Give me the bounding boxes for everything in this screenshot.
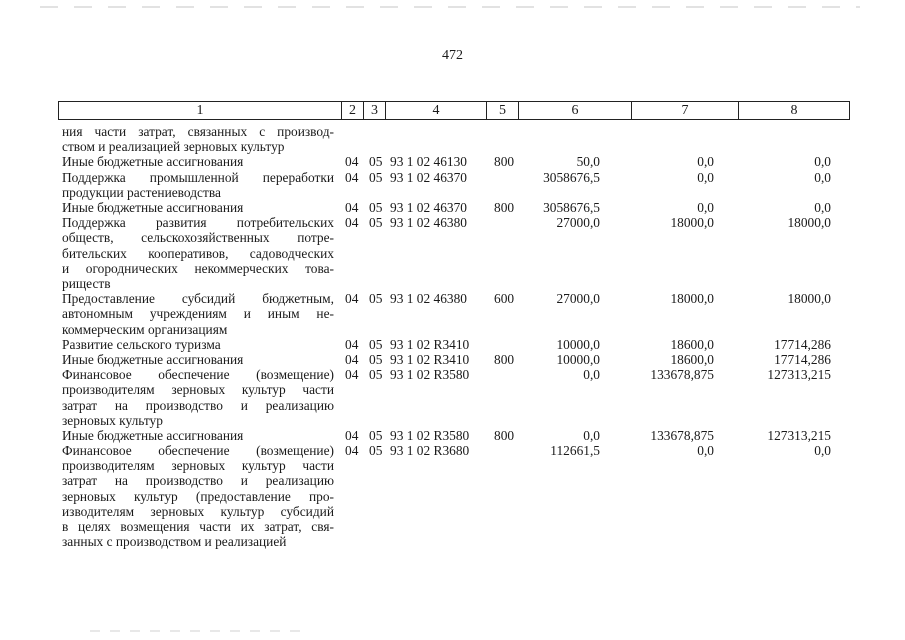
row-name-line: Предоставление субсидий бюджетным,: [62, 291, 334, 307]
cell-podrazdel: 05: [369, 351, 383, 367]
cell-amount-col-8: 17714,286: [774, 351, 831, 367]
table-row: [0, 337, 905, 352]
cell-amount-col-7: 0,0: [697, 169, 714, 185]
cell-target-article: 93 1 02 46380: [390, 215, 467, 231]
header-col-8: 8: [739, 102, 850, 120]
cell-amount-col-8: 127313,215: [767, 367, 831, 383]
cell-amount-col-6: 0,0: [583, 367, 600, 383]
cell-razdel: 04: [345, 215, 359, 231]
row-name-line: и огороднических некоммерческих това-: [62, 260, 334, 276]
cell-razdel: 04: [345, 291, 359, 307]
row-name: [62, 170, 334, 200]
cell-amount-col-8: 0,0: [814, 154, 831, 170]
row-name-line: ния части затрат, связанных с производ-: [62, 124, 334, 139]
row-name: [62, 428, 334, 443]
cell-amount-col-8: 18000,0: [787, 291, 831, 307]
cell-target-article: 93 1 02 46130: [390, 154, 467, 170]
cell-target-article: 93 1 02 R3580: [390, 367, 470, 383]
header-col-6: 6: [519, 102, 632, 120]
row-name-line: производителям зерновых культур части: [62, 458, 334, 474]
cell-amount-col-8: 0,0: [814, 443, 831, 459]
table-row: [0, 352, 905, 367]
row-name-line: изводителям зерновых культур субсидий: [62, 503, 334, 519]
header-col-3: 3: [364, 102, 386, 120]
cell-podrazdel: 05: [369, 291, 383, 307]
row-name-line: Финансовое обеспечение (возмещение): [62, 367, 334, 383]
row-name-line: Иные бюджетные ассигнования: [62, 199, 244, 215]
cell-amount-col-6: 10000,0: [556, 336, 600, 352]
header-col-2: 2: [342, 102, 364, 120]
cell-expense-type: 600: [494, 291, 515, 307]
row-name: [62, 443, 334, 549]
cell-razdel: 04: [345, 351, 359, 367]
cell-amount-col-7: 133678,875: [650, 367, 714, 383]
row-name: [62, 124, 334, 154]
cell-expense-type: 800: [494, 427, 515, 443]
table-row: [0, 428, 905, 443]
row-name: [62, 200, 334, 215]
cell-amount-col-7: 0,0: [697, 443, 714, 459]
table-row: [0, 200, 905, 215]
row-name-line: коммерческим организациям: [62, 321, 228, 337]
row-name-line: продукции растениеводства: [62, 184, 221, 200]
row-name: [62, 367, 334, 428]
header-col-4: 4: [386, 102, 487, 120]
cell-razdel: 04: [345, 336, 359, 352]
cell-podrazdel: 05: [369, 169, 383, 185]
scan-artifact-top: [40, 6, 860, 8]
row-name-line: Поддержка развития потребительских: [62, 215, 334, 231]
row-name-line: бительских кооперативов, садоводческих: [62, 245, 334, 261]
cell-target-article: 93 1 02 46370: [390, 199, 467, 215]
cell-target-article: 93 1 02 46370: [390, 169, 467, 185]
cell-amount-col-7: 18000,0: [670, 215, 714, 231]
cell-podrazdel: 05: [369, 199, 383, 215]
row-name-line: автономным учреждениям и иным не-: [62, 306, 334, 322]
row-name-line: Развитие сельского туризма: [62, 336, 221, 352]
cell-amount-col-7: 18600,0: [670, 336, 714, 352]
row-name-line: риществ: [62, 275, 111, 291]
cell-amount-col-6: 10000,0: [556, 351, 600, 367]
cell-expense-type: 800: [494, 351, 515, 367]
cell-razdel: 04: [345, 427, 359, 443]
cell-razdel: 04: [345, 199, 359, 215]
header-col-7: 7: [632, 102, 739, 120]
table-row: [0, 154, 905, 169]
cell-podrazdel: 05: [369, 336, 383, 352]
cell-amount-col-7: 0,0: [697, 154, 714, 170]
cell-target-article: 93 1 02 R3680: [390, 443, 470, 459]
cell-target-article: 93 1 02 R3580: [390, 427, 470, 443]
table-row: [0, 291, 905, 337]
cell-expense-type: 800: [494, 154, 515, 170]
cell-razdel: 04: [345, 154, 359, 170]
cell-razdel: 04: [345, 443, 359, 459]
table-row: [0, 124, 905, 154]
row-name: [62, 337, 334, 352]
scan-artifact-bottom: [90, 630, 310, 632]
cell-target-article: 93 1 02 R3410: [390, 351, 470, 367]
cell-podrazdel: 05: [369, 215, 383, 231]
row-name-line: Финансовое обеспечение (возмещение): [62, 443, 334, 459]
table-row: [0, 215, 905, 291]
cell-podrazdel: 05: [369, 367, 383, 383]
cell-amount-col-6: 3058676,5: [543, 169, 600, 185]
row-name: [62, 215, 334, 291]
page-number: 472: [442, 48, 463, 63]
table-body: [0, 124, 905, 550]
cell-amount-col-7: 0,0: [697, 199, 714, 215]
cell-expense-type: 800: [494, 199, 515, 215]
cell-amount-col-6: 112661,5: [550, 443, 600, 459]
cell-razdel: 04: [345, 169, 359, 185]
row-name-line: производителям зерновых культур части: [62, 382, 334, 398]
cell-amount-col-8: 17714,286: [774, 336, 831, 352]
row-name: [62, 154, 334, 169]
cell-amount-col-8: 0,0: [814, 199, 831, 215]
cell-podrazdel: 05: [369, 154, 383, 170]
row-name-line: затрат на производство и реализацию: [62, 397, 334, 413]
cell-podrazdel: 05: [369, 427, 383, 443]
table-row: [0, 443, 905, 549]
cell-target-article: 93 1 02 R3410: [390, 336, 470, 352]
header-col-1: 1: [59, 102, 342, 120]
cell-amount-col-6: 27000,0: [556, 215, 600, 231]
row-name-line: обществ, сельскохозяйственных потре-: [62, 230, 334, 246]
cell-amount-col-7: 133678,875: [650, 427, 714, 443]
cell-amount-col-6: 3058676,5: [543, 199, 600, 215]
cell-amount-col-6: 0,0: [583, 427, 600, 443]
row-name-line: в целях возмещения части их затрат, свя-: [62, 519, 334, 535]
table-row: [0, 367, 905, 428]
cell-amount-col-6: 50,0: [576, 154, 600, 170]
table-row: [0, 170, 905, 200]
cell-target-article: 93 1 02 46380: [390, 291, 467, 307]
cell-amount-col-8: 18000,0: [787, 215, 831, 231]
header-col-5: 5: [487, 102, 519, 120]
row-name-line: Поддержка промышленной переработки: [62, 169, 334, 185]
header-row: [59, 102, 850, 120]
cell-amount-col-8: 0,0: [814, 169, 831, 185]
row-name: [62, 352, 334, 367]
row-name-line: зерновых культур: [62, 412, 163, 428]
row-name-line: Иные бюджетные ассигнования: [62, 154, 244, 170]
row-name: [62, 291, 334, 337]
table-header: [58, 101, 850, 120]
row-name-line: затрат на производство и реализацию: [62, 473, 334, 489]
cell-amount-col-6: 27000,0: [556, 291, 600, 307]
cell-podrazdel: 05: [369, 443, 383, 459]
row-name-line: зерновых культур (предоставление про-: [62, 488, 334, 504]
cell-amount-col-7: 18000,0: [670, 291, 714, 307]
row-name-line: занных с производством и реализацией: [62, 534, 287, 550]
cell-amount-col-7: 18600,0: [670, 351, 714, 367]
row-name-line: Иные бюджетные ассигнования: [62, 351, 244, 367]
row-name-line: ством и реализацией зерновых культур: [62, 139, 285, 155]
row-name-line: Иные бюджетные ассигнования: [62, 427, 244, 443]
cell-razdel: 04: [345, 367, 359, 383]
cell-amount-col-8: 127313,215: [767, 427, 831, 443]
